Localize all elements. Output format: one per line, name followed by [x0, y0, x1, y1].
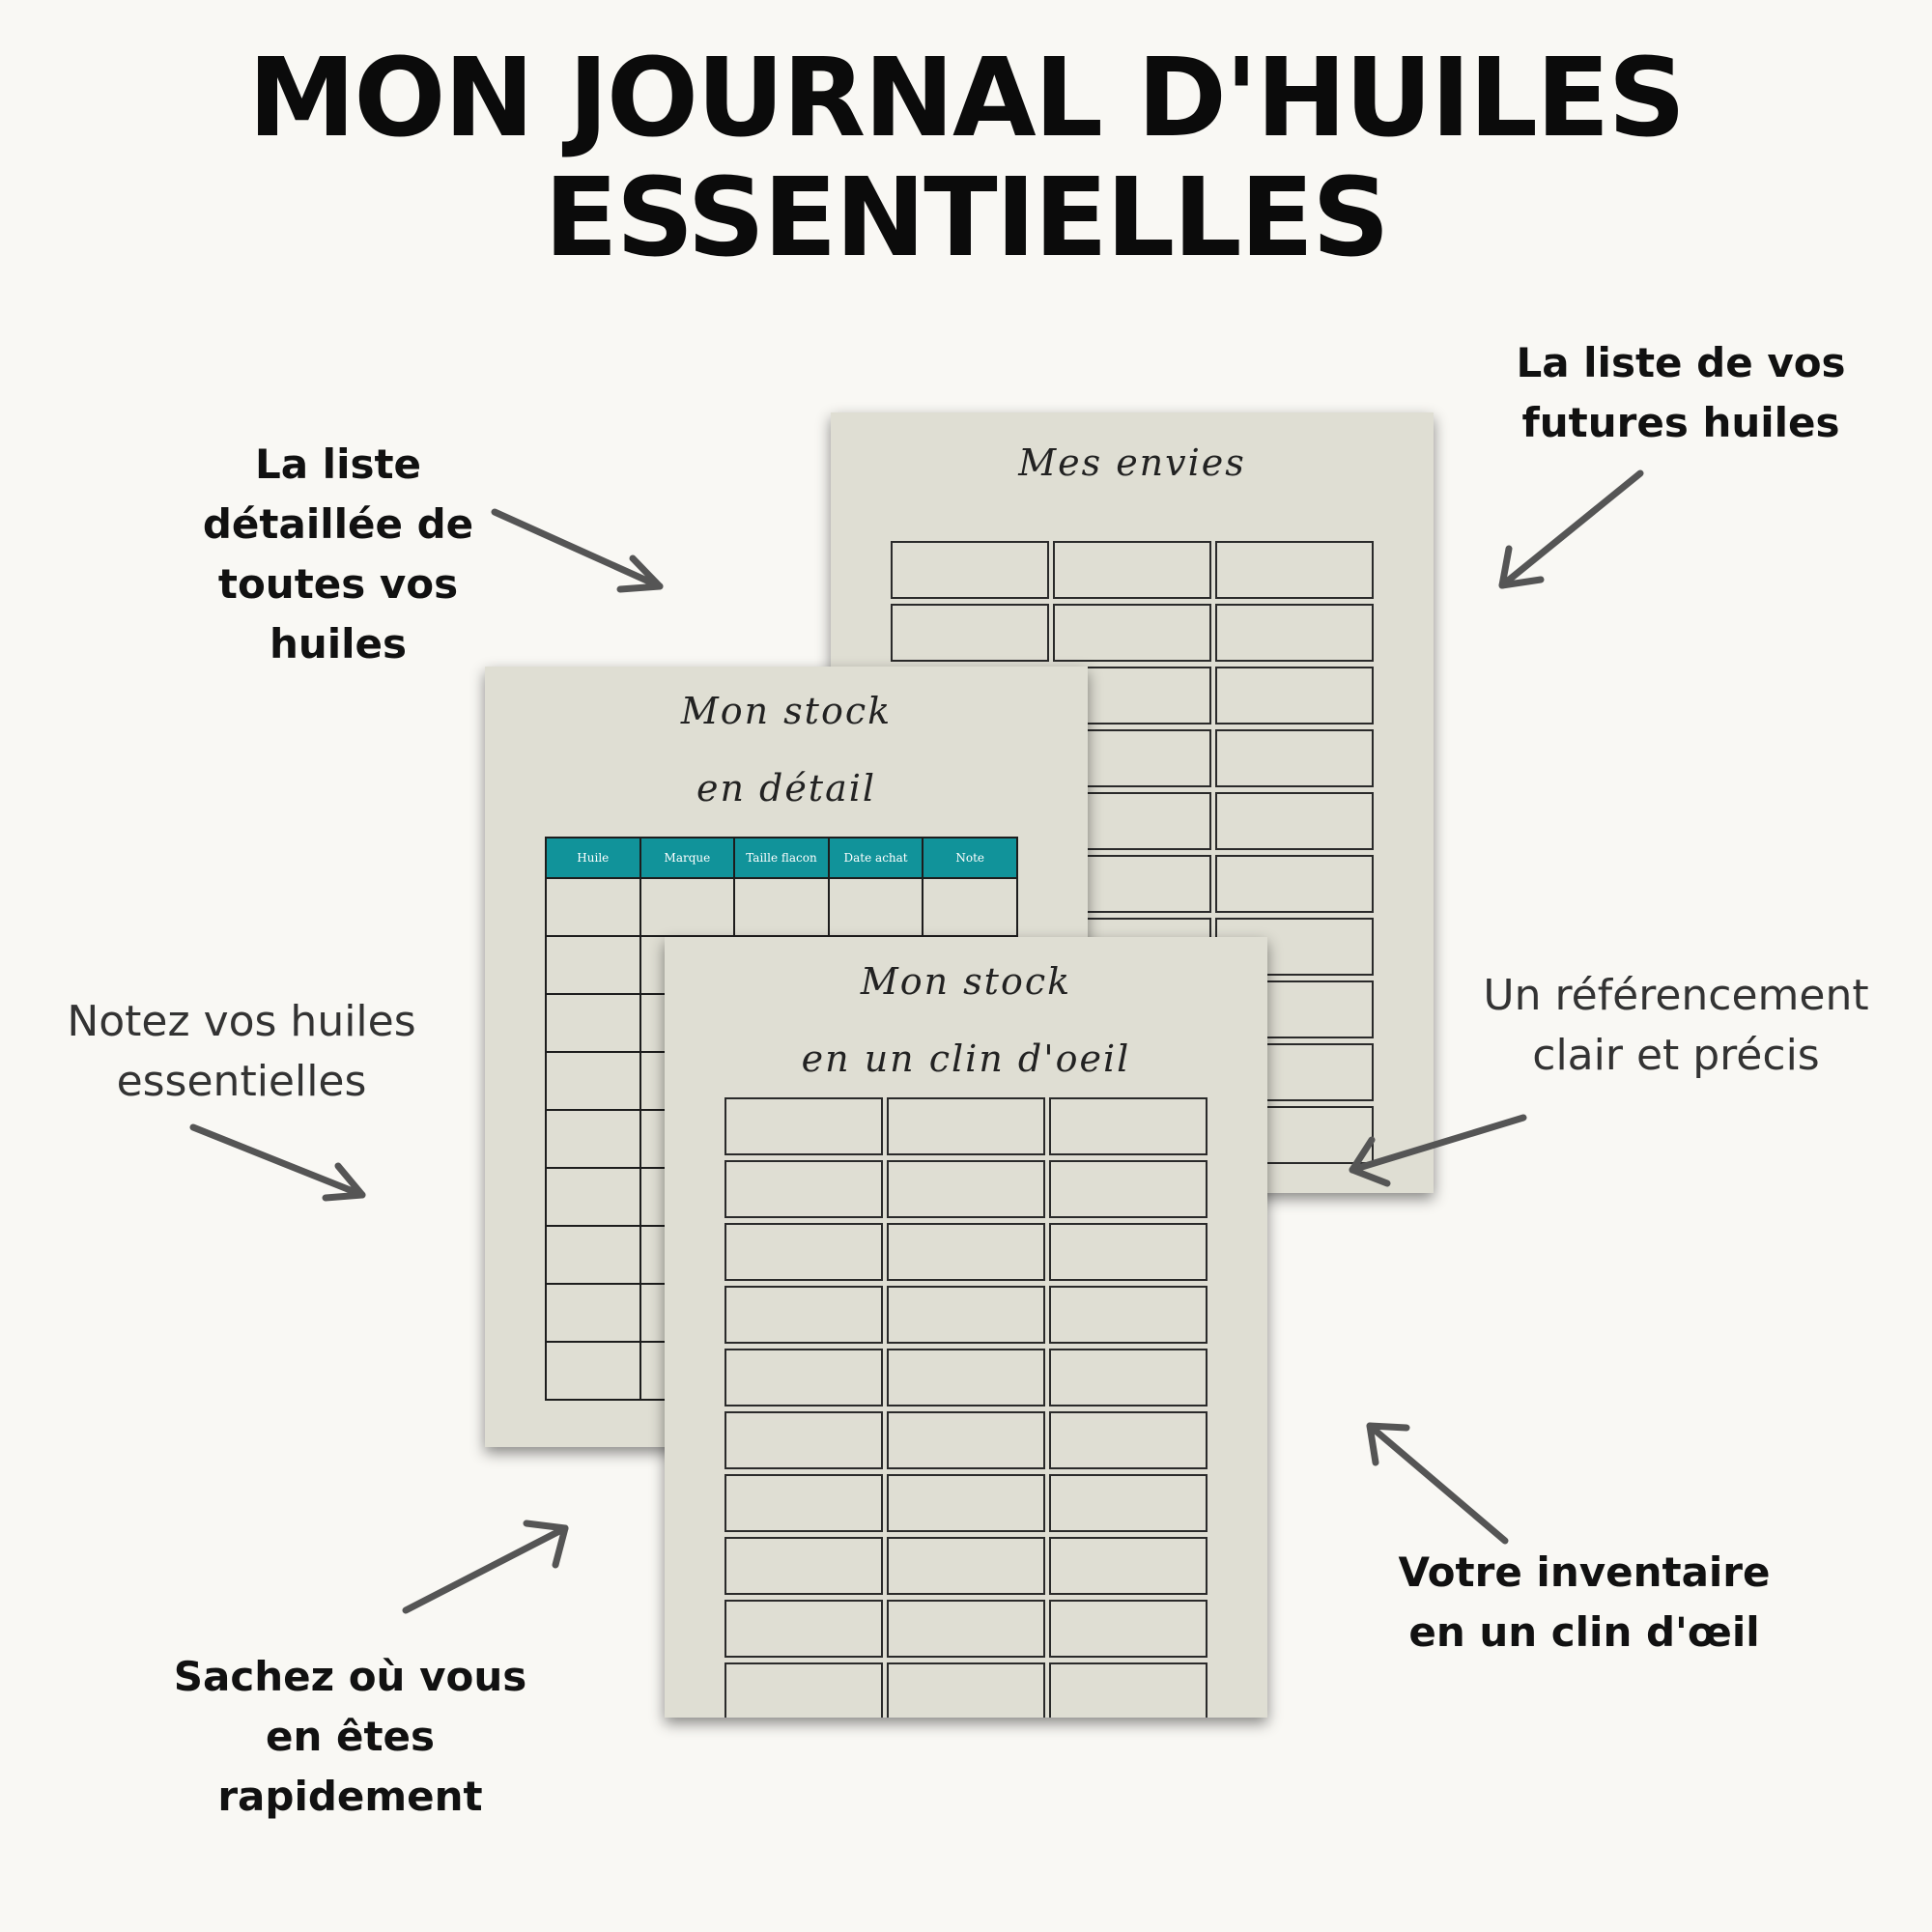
caption-line: futures huiles — [1521, 399, 1840, 446]
page-stock-detail-title-1: Mon stock — [680, 690, 893, 732]
arrow-icon — [406, 1523, 565, 1610]
title-line-1: MON JOURNAL D'HUILES — [247, 36, 1685, 161]
caption-line: détaillée de — [202, 500, 474, 548]
caption-line: Un référencement — [1483, 971, 1869, 1020]
caption-line: rapidement — [217, 1773, 483, 1820]
caption-line: clair et précis — [1532, 1031, 1820, 1080]
arrow-icon — [1370, 1426, 1505, 1541]
page-mes-envies-title: Mes envies — [1018, 441, 1246, 484]
caption-line: Sachez où vous — [173, 1653, 527, 1700]
page-stock-clin-title-1: Mon stock — [860, 960, 1072, 1003]
column-header: Taille flacon — [734, 838, 829, 878]
caption-line: Votre inventaire — [1398, 1548, 1771, 1596]
column-header: Marque — [640, 838, 735, 878]
arrow-icon — [193, 1127, 362, 1198]
column-header: Huile — [546, 838, 640, 878]
page-stock-clin-title-2: en un clin d'oeil — [801, 1037, 1131, 1080]
column-header: Date achat — [829, 838, 923, 878]
arrow-icon — [1502, 473, 1640, 585]
title-line-2: ESSENTIELLES — [544, 156, 1388, 281]
caption-line: essentielles — [116, 1057, 367, 1106]
caption-line: Notez vos huiles — [67, 997, 416, 1046]
arrow-icon — [1352, 1118, 1523, 1183]
caption-line: La liste de vos — [1516, 339, 1846, 386]
arrow-icon — [495, 512, 660, 589]
caption-line: en un clin d'œil — [1408, 1608, 1760, 1656]
page-stock-detail-title-2: en détail — [696, 767, 877, 810]
caption-line: toutes vos — [217, 560, 459, 608]
caption-line: La liste — [254, 440, 422, 488]
caption-line: huiles — [269, 620, 408, 668]
column-header: Note — [923, 838, 1017, 878]
caption-line: en êtes — [265, 1713, 436, 1760]
